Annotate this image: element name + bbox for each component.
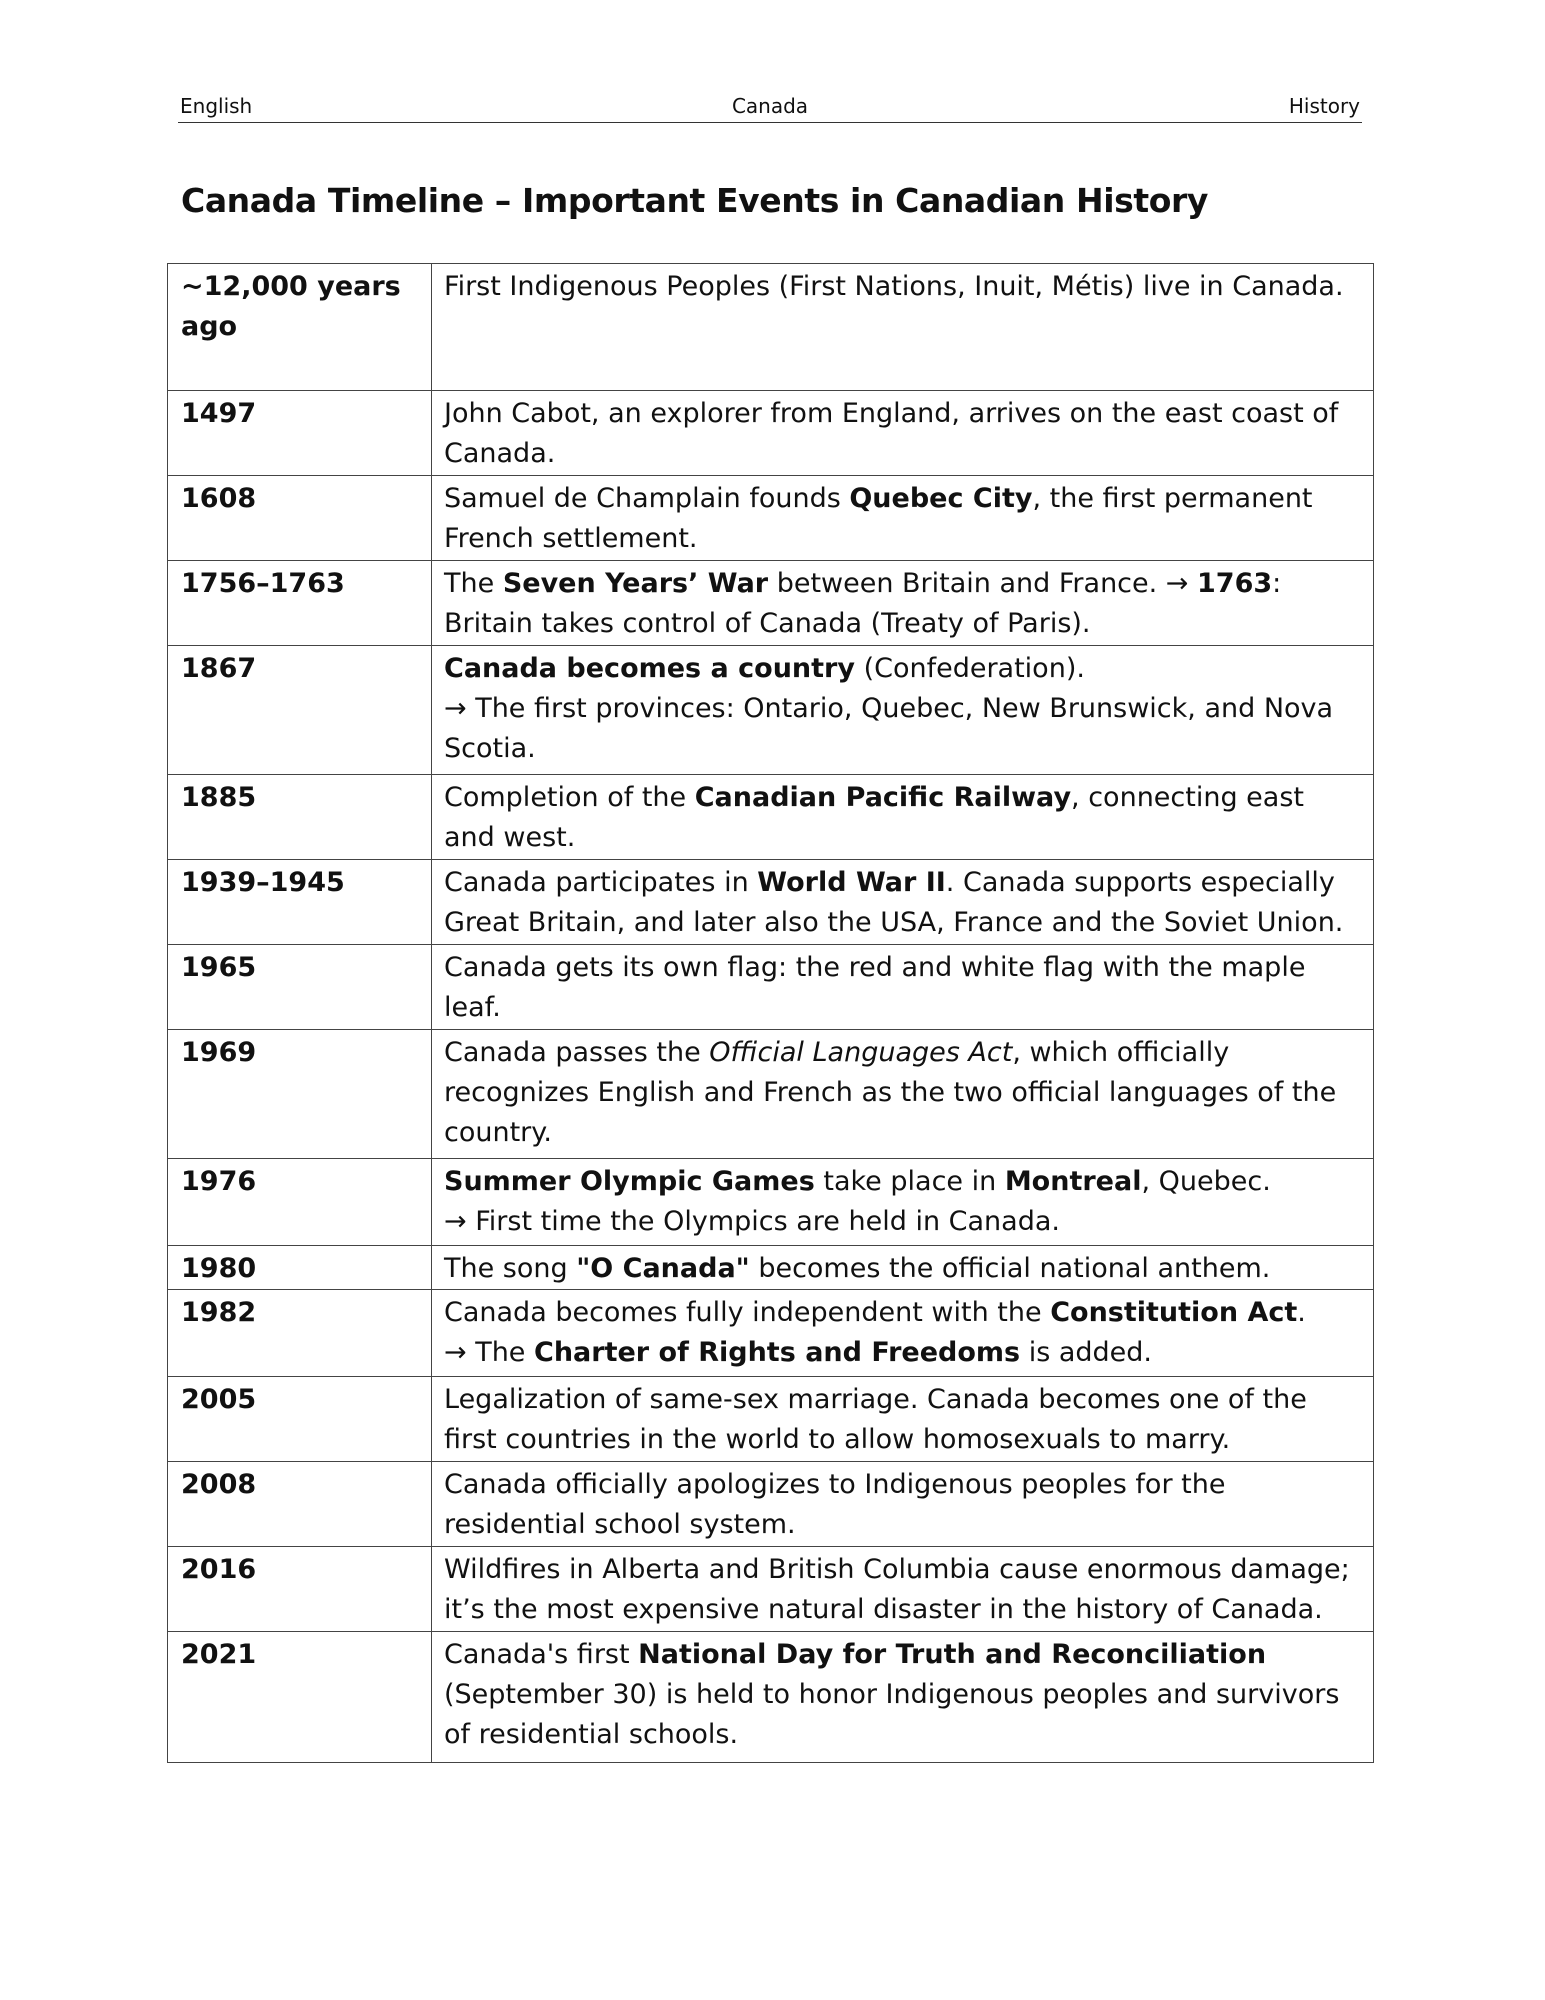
event-text-bold: "O Canada" <box>576 1253 750 1284</box>
event-date: 1497 <box>168 391 432 476</box>
timeline-row <box>168 1377 1374 1462</box>
timeline-row <box>168 1159 1374 1246</box>
event-text-bold: Quebec City <box>849 483 1033 514</box>
event-description <box>432 561 1374 646</box>
event-date: 1976 <box>168 1159 432 1246</box>
event-text-bold: Charter of Rights and Freedoms <box>534 1337 1021 1368</box>
page-title: Canada Timeline – Important Events in Canadian History <box>181 181 1208 220</box>
event-text: , connecting east and west. <box>444 782 1304 853</box>
event-text: → The <box>444 1337 535 1368</box>
event-text: Canada passes the <box>444 1037 710 1068</box>
timeline-row <box>168 1462 1374 1547</box>
event-date: 1965 <box>168 945 432 1030</box>
event-text: take place in <box>814 1166 1005 1197</box>
event-date: 1980 <box>168 1246 432 1290</box>
event-date: 1608 <box>168 476 432 561</box>
event-description <box>432 1547 1374 1632</box>
page-header <box>178 90 1362 123</box>
event-text: . Canada supports especially Great Britain, and later also the USA, France and the Soviet Union. <box>444 867 1344 938</box>
event-text-bold: Summer Olympic Games <box>444 1166 815 1197</box>
event-text: Wildfires in Alberta and British Columbia cause enormous damage; it’s the most expensive natural disaster in the history of Canada. <box>444 1554 1350 1625</box>
event-text-bold: Montreal <box>1004 1166 1142 1197</box>
event-description <box>432 1159 1374 1246</box>
timeline-row <box>168 945 1374 1030</box>
event-text: , which officially recognizes English and French as the two official languages of the country. <box>444 1037 1337 1148</box>
event-text: Legalization of same-sex marriage. Canada becomes one of the first countries in the world to allow homosexuals to marry. <box>444 1384 1307 1455</box>
event-date: 1982 <box>168 1290 432 1377</box>
event-text-bold: World War II <box>757 867 946 898</box>
event-description <box>432 1290 1374 1377</box>
timeline-row <box>168 860 1374 945</box>
event-text: . <box>1297 1297 1306 1328</box>
event-text: The <box>444 568 503 599</box>
event-description <box>432 1246 1374 1290</box>
event-date: 1756–1763 <box>168 561 432 646</box>
event-text: Samuel de Champlain founds <box>444 483 850 514</box>
event-date: 2008 <box>168 1462 432 1547</box>
event-text: , Quebec. <box>1141 1166 1271 1197</box>
event-date: 2021 <box>168 1632 432 1763</box>
event-text: Canada participates in <box>444 867 758 898</box>
event-text: is added. <box>1020 1337 1152 1368</box>
event-text-bold: Canada becomes a country <box>444 653 855 684</box>
event-text: , the first permanent French settlement. <box>444 483 1313 554</box>
event-text-bold: Seven Years’ War <box>502 568 769 599</box>
event-description <box>432 646 1374 775</box>
event-description <box>432 1632 1374 1763</box>
event-description <box>432 860 1374 945</box>
event-description <box>432 391 1374 476</box>
timeline-row <box>168 391 1374 476</box>
event-description <box>432 945 1374 1030</box>
event-text-bold: Constitution Act <box>1050 1297 1298 1328</box>
event-date: 1885 <box>168 775 432 860</box>
event-text: Canada's first <box>444 1639 639 1670</box>
event-description <box>432 476 1374 561</box>
event-text-bold: 1763 <box>1197 568 1273 599</box>
event-text-italic: Official Languages Act <box>709 1037 1013 1068</box>
event-text: The song <box>444 1253 577 1284</box>
header-category: History <box>1288 94 1360 118</box>
timeline-row <box>168 646 1374 775</box>
event-text: Canada officially apologizes to Indigenous peoples for the residential school system. <box>444 1469 1226 1540</box>
timeline-row <box>168 775 1374 860</box>
event-text: becomes the official national anthem. <box>749 1253 1271 1284</box>
timeline-row <box>168 476 1374 561</box>
event-text: between Britain and France. → <box>768 568 1198 599</box>
timeline-body <box>168 264 1374 1763</box>
event-description <box>432 1462 1374 1547</box>
timeline-table <box>167 263 1374 1763</box>
event-text: Canada gets its own flag: the red and white flag with the maple leaf. <box>444 952 1306 1023</box>
header-topic: Canada <box>731 94 809 118</box>
event-text: → The first provinces: Ontario, Quebec, New Brunswick, and Nova Scotia. <box>444 693 1334 764</box>
event-date: 1867 <box>168 646 432 775</box>
event-date: 2016 <box>168 1547 432 1632</box>
timeline-row <box>168 1246 1374 1290</box>
event-description <box>432 1030 1374 1159</box>
event-text: Canada becomes fully independent with the <box>444 1297 1051 1328</box>
timeline-row <box>168 1290 1374 1377</box>
event-description <box>432 264 1374 391</box>
timeline-row <box>168 264 1374 391</box>
event-date: ~12,000 years ago <box>168 264 432 391</box>
header-subject: English <box>180 94 253 118</box>
event-text-bold: Canadian Pacific Railway <box>694 782 1072 813</box>
event-date: 2005 <box>168 1377 432 1462</box>
timeline-row <box>168 561 1374 646</box>
event-text: → First time the Olympics are held in Canada. <box>444 1206 1060 1237</box>
timeline-row <box>168 1632 1374 1763</box>
event-text: First Indigenous Peoples (First Nations, Inuit, Métis) live in Canada. <box>444 271 1344 302</box>
event-date: 1969 <box>168 1030 432 1159</box>
event-text: John Cabot, an explorer from England, arrives on the east coast of Canada. <box>444 398 1339 469</box>
event-description <box>432 775 1374 860</box>
event-text: Completion of the <box>444 782 695 813</box>
event-text: (September 30) is held to honor Indigenous peoples and survivors of residential schools. <box>444 1679 1340 1750</box>
timeline-row <box>168 1030 1374 1159</box>
event-text-bold: National Day for Truth and Reconciliation <box>638 1639 1267 1670</box>
timeline-row <box>168 1547 1374 1632</box>
event-text: (Confederation). <box>854 653 1085 684</box>
event-description <box>432 1377 1374 1462</box>
event-text: : Britain takes control of Canada (Treaty of Paris). <box>444 568 1282 639</box>
event-date: 1939–1945 <box>168 860 432 945</box>
